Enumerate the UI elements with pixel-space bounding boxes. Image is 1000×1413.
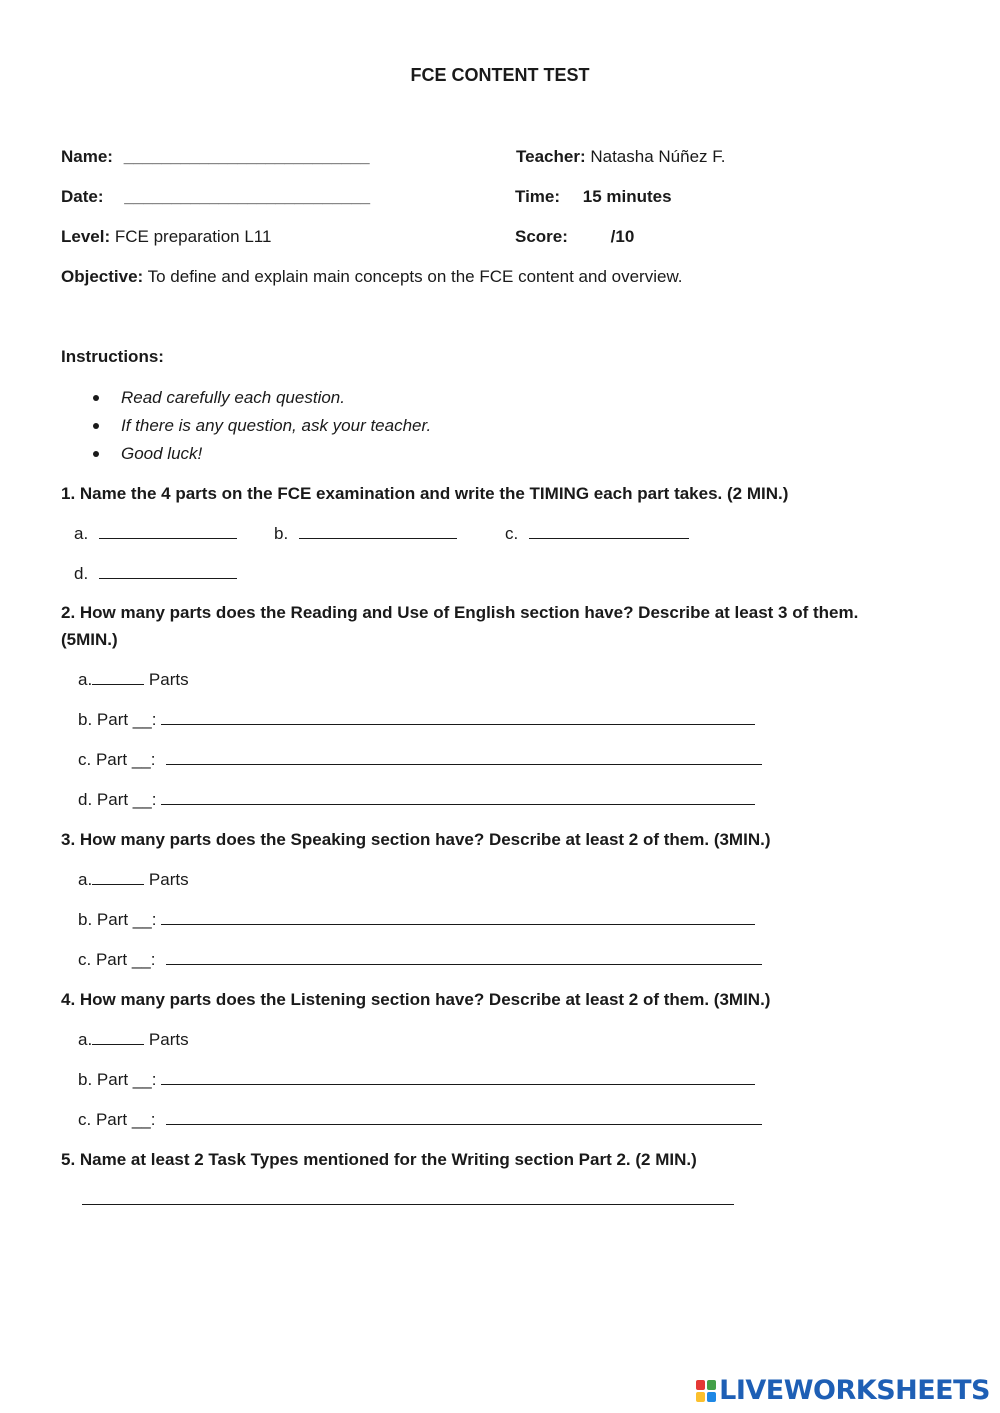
logo-tile bbox=[696, 1380, 705, 1390]
q1-label-b: b. bbox=[274, 524, 289, 543]
q5-answer bbox=[82, 1189, 734, 1211]
score-row bbox=[515, 226, 634, 248]
q4-parts-label: Parts bbox=[148, 1030, 189, 1049]
q1-answer-d bbox=[74, 563, 237, 585]
level-row bbox=[61, 226, 271, 248]
instructions-heading: Instructions: bbox=[61, 347, 164, 366]
q2-blank-b[interactable] bbox=[161, 710, 755, 725]
name-row bbox=[61, 146, 370, 168]
q2-label-a: a. bbox=[78, 670, 93, 689]
question-5-text: 5. Name at least 2 Task Types mentioned for the Writing section Part 2. (2 MIN.) bbox=[61, 1150, 697, 1169]
logo-mark-icon bbox=[696, 1380, 716, 1402]
q4-answer-a bbox=[78, 1029, 189, 1051]
level-value: FCE preparation L11 bbox=[114, 227, 272, 246]
teacher-value: Natasha Núñez F. bbox=[590, 147, 726, 166]
logo-tile bbox=[707, 1392, 716, 1402]
q1-blank-c[interactable] bbox=[529, 524, 689, 539]
q3-blank-a[interactable] bbox=[92, 870, 144, 885]
level-label: Level: bbox=[61, 227, 111, 246]
q4-label-a: a. bbox=[78, 1030, 93, 1049]
q3-label-b: b. Part __: bbox=[78, 910, 157, 929]
q4-label-b: b. Part __: bbox=[78, 1070, 157, 1089]
question-2-timing: (5MIN.) bbox=[61, 630, 118, 649]
q2-answer-d bbox=[78, 789, 755, 811]
date-label: Date: bbox=[61, 187, 104, 206]
q2-answer-c bbox=[78, 749, 762, 771]
instruction-item: If there is any question, ask your teacher. bbox=[121, 416, 432, 435]
q3-label-a: a. bbox=[78, 870, 93, 889]
q3-answer-a bbox=[78, 869, 189, 891]
q2-blank-c[interactable] bbox=[166, 750, 762, 765]
question-4-text: 4. How many parts does the Listening section have? Describe at least 2 of them. (3MIN.) bbox=[61, 990, 771, 1009]
teacher-label: Teacher: bbox=[516, 147, 586, 166]
instruction-item: Read carefully each question. bbox=[121, 388, 345, 407]
q2-label-b: b. Part __: bbox=[78, 710, 157, 729]
q3-label-c: c. Part __: bbox=[78, 950, 156, 969]
time-row bbox=[515, 186, 672, 208]
q3-blank-b[interactable] bbox=[161, 910, 755, 925]
page-title: FCE CONTENT TEST bbox=[410, 65, 590, 85]
objective-row bbox=[61, 266, 683, 288]
q3-blank-c[interactable] bbox=[166, 950, 762, 965]
objective-label: Objective: bbox=[61, 267, 144, 286]
date-row bbox=[61, 186, 370, 208]
q1-blank-a[interactable] bbox=[99, 524, 237, 539]
name-label: Name: bbox=[61, 147, 113, 166]
q3-parts-label: Parts bbox=[148, 870, 189, 889]
q1-answer-a bbox=[74, 523, 237, 545]
liveworksheets-logo[interactable] bbox=[696, 1377, 990, 1405]
q4-answer-c bbox=[78, 1109, 762, 1131]
q2-label-d: d. Part __: bbox=[78, 790, 157, 809]
time-value: 15 minutes bbox=[582, 187, 672, 206]
q2-answer-b bbox=[78, 709, 755, 731]
q1-label-a: a. bbox=[74, 524, 89, 543]
time-label: Time: bbox=[515, 187, 561, 206]
score-label: Score: bbox=[515, 227, 568, 246]
q1-answer-c bbox=[505, 523, 689, 545]
q1-blank-b[interactable] bbox=[299, 524, 457, 539]
q1-answer-b bbox=[274, 523, 457, 545]
q1-blank-d[interactable] bbox=[99, 564, 237, 579]
q4-blank-b[interactable] bbox=[161, 1070, 755, 1085]
date-field[interactable]: __________________________ bbox=[124, 187, 371, 206]
objective-value: To define and explain main concepts on the FCE content and overview. bbox=[147, 267, 683, 286]
q3-answer-b bbox=[78, 909, 755, 931]
q1-label-c: c. bbox=[505, 524, 519, 543]
q4-label-c: c. Part __: bbox=[78, 1110, 156, 1129]
q5-blank[interactable] bbox=[82, 1190, 734, 1205]
q2-answer-a bbox=[78, 669, 189, 691]
instruction-item: Good luck! bbox=[121, 444, 203, 463]
question-3-text: 3. How many parts does the Speaking section have? Describe at least 2 of them. (3MIN.) bbox=[61, 830, 771, 849]
q2-label-c: c. Part __: bbox=[78, 750, 156, 769]
logo-text: LIVEWORKSHEETS bbox=[719, 1375, 990, 1406]
teacher-row bbox=[516, 146, 725, 168]
question-2-text: 2. How many parts does the Reading and Use of English section have? Describe at least 3 of them. bbox=[61, 603, 859, 622]
logo-tile bbox=[696, 1392, 705, 1402]
q3-answer-c bbox=[78, 949, 762, 971]
logo-tile bbox=[707, 1380, 716, 1390]
q2-blank-a[interactable] bbox=[92, 670, 144, 685]
score-value: /10 bbox=[610, 227, 635, 246]
question-1-text: 1. Name the 4 parts on the FCE examination and write the TIMING each part takes. (2 MIN.) bbox=[61, 484, 789, 503]
q4-blank-a[interactable] bbox=[92, 1030, 144, 1045]
q2-blank-d[interactable] bbox=[161, 790, 755, 805]
name-field[interactable]: __________________________ bbox=[123, 147, 370, 166]
q4-blank-c[interactable] bbox=[166, 1110, 762, 1125]
q2-parts-label: Parts bbox=[148, 670, 189, 689]
q1-label-d: d. bbox=[74, 564, 89, 583]
q4-answer-b bbox=[78, 1069, 755, 1091]
